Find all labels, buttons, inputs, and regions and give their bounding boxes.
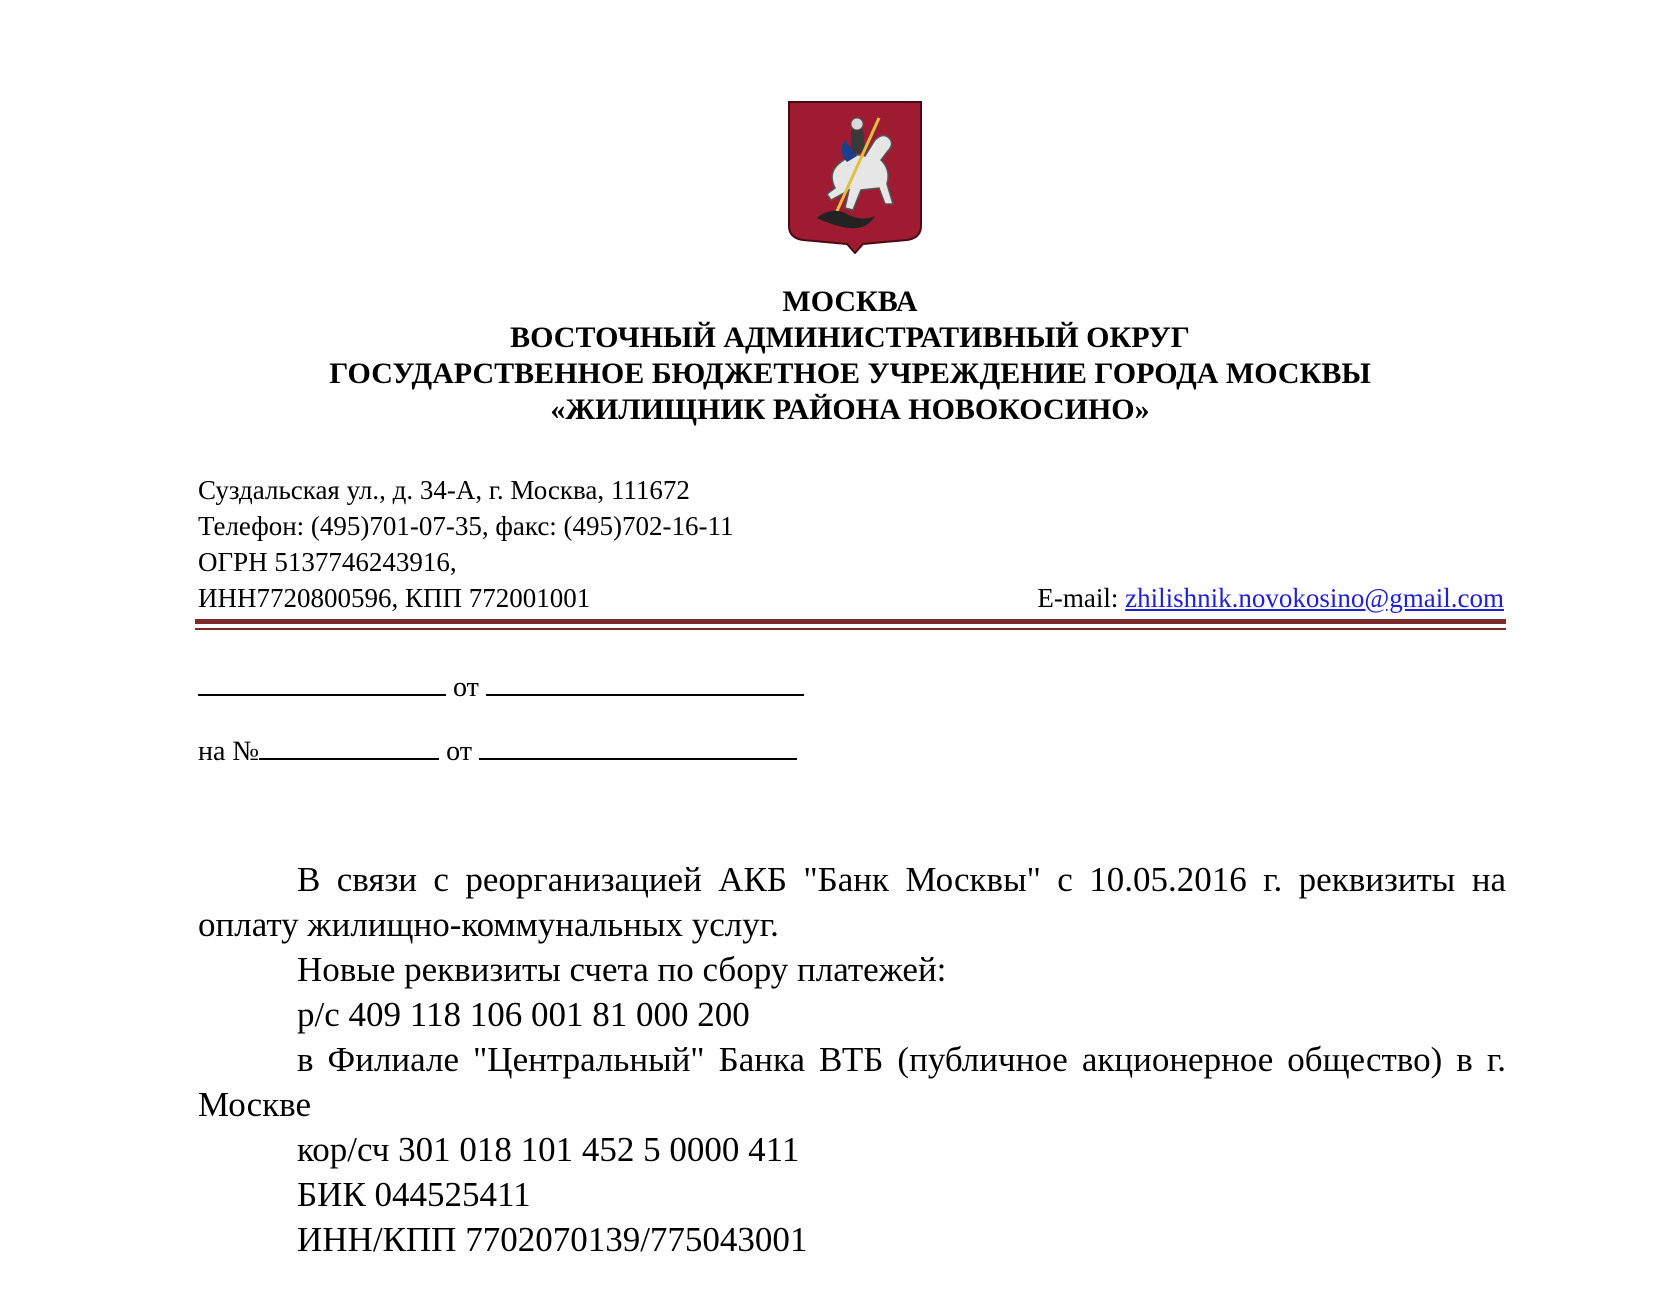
incoming-number-blank — [259, 734, 439, 760]
outgoing-number-blank — [198, 670, 446, 696]
contact-email — [1037, 582, 1504, 614]
header-organization-name: «ЖИЛИЩНИК РАЙОНА НОВОКОСИНО» — [550, 393, 1150, 426]
letter-inn-kpp: ИНН/КПП 7702070139/775043001 — [297, 1220, 808, 1259]
incoming-from-label: от — [446, 736, 473, 767]
outgoing-from-label: от — [453, 672, 479, 703]
header-district: ВОСТОЧНЫЙ АДМИНИСТРАТИВНЫЙ ОКРУГ — [510, 321, 1190, 354]
outgoing-date-blank — [486, 670, 804, 696]
header-divider-thick — [195, 619, 1506, 624]
header-institution: ГОСУДАРСТВЕННОЕ БЮДЖЕТНОЕ УЧРЕЖДЕНИЕ ГОРОДА МОСКВЫ — [329, 357, 1371, 390]
contact-address: Суздальская ул., д. 34-А, г. Москва, 111672 — [198, 475, 690, 505]
letter-account-number: р/с 409 118 106 001 81 000 200 — [297, 995, 750, 1034]
incoming-number-label: на № — [198, 736, 260, 767]
letter-corr-account: кор/сч 301 018 101 452 5 0000 411 — [297, 1130, 800, 1169]
contact-inn-kpp: ИНН7720800596, КПП 772001001 — [198, 583, 591, 613]
letter-bank-name: в Филиале "Центральный" Банка ВТБ (публичное акционерное общество) в г. Москве — [198, 1040, 1506, 1124]
moscow-coat-of-arms-icon — [787, 100, 923, 254]
incoming-date-blank — [479, 734, 797, 760]
header-divider-thin — [195, 628, 1506, 630]
outgoing-reference-line — [198, 670, 804, 704]
email-label: E-mail: — [1037, 583, 1126, 613]
letter-body — [198, 857, 1506, 1262]
letter-details-intro: Новые реквизиты счета по сбору платежей: — [297, 950, 947, 989]
letter-bik: БИК 044525411 — [297, 1175, 531, 1214]
contact-phone: Телефон: (495)701-07-35, факс: (495)702-16-11 — [198, 511, 734, 541]
contact-ogrn: ОГРН 5137746243916, — [198, 547, 457, 577]
email-link[interactable]: zhilishnik.novokosino@gmail.com — [1125, 583, 1504, 613]
incoming-reference-line — [198, 734, 797, 768]
letter-paragraph-reorganization: В связи с реорганизацией АКБ "Банк Москвы" с 10.05.2016 г. реквизиты на оплату жилищно-коммунальных услуг. — [198, 860, 1506, 944]
header-city: МОСКВА — [782, 285, 918, 318]
